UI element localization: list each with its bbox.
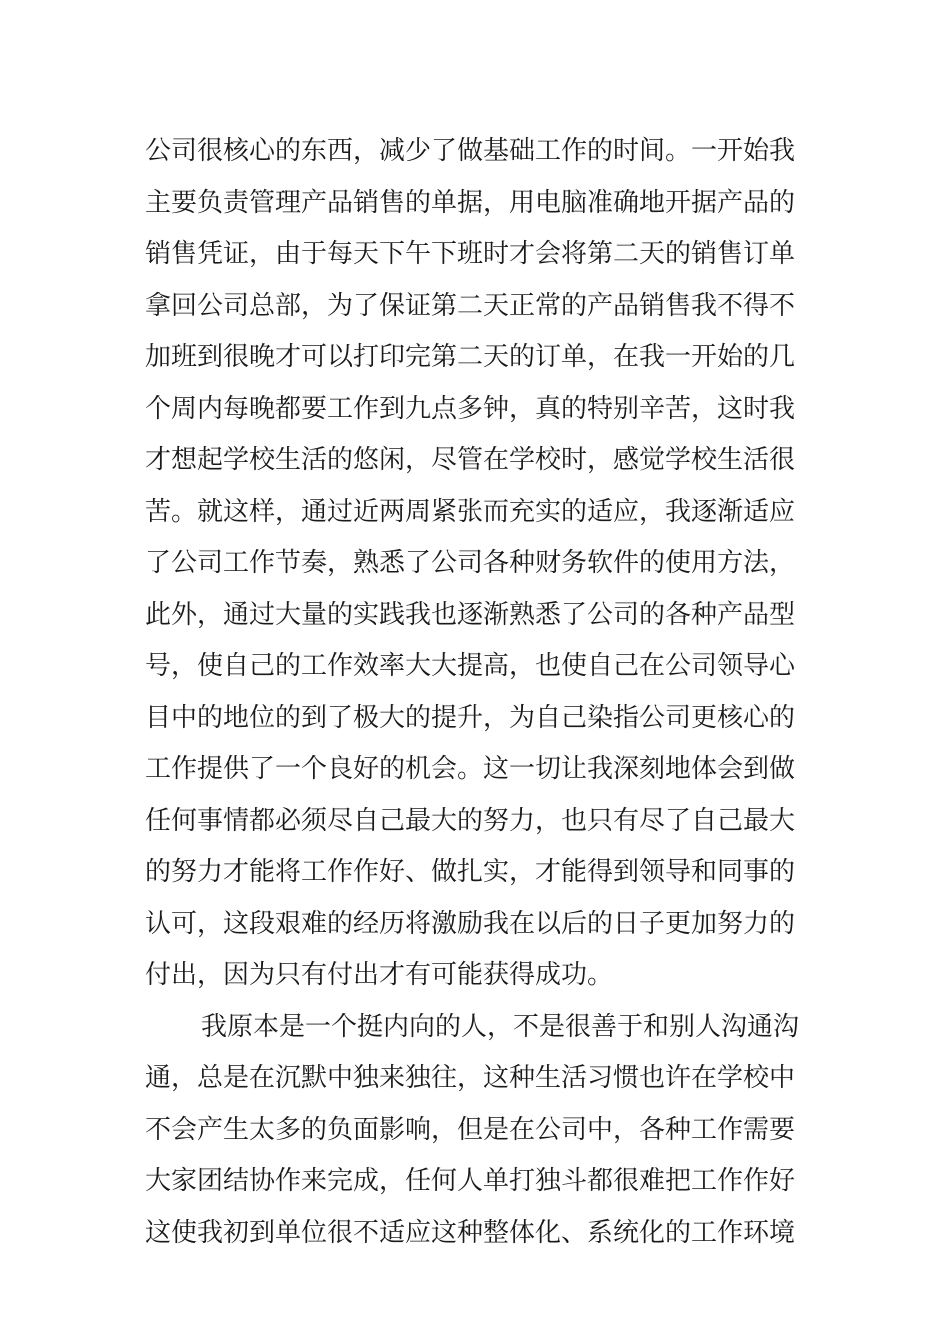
paragraph-1 [145, 126, 825, 1002]
text-line: 加班到很晚才可以打印完第二天的订单，在我一开始的几 [145, 342, 796, 372]
text-line: 了公司工作节奏，熟悉了公司各种财务软件的使用方法， [145, 548, 796, 578]
text-line: 我原本是一个挺内向的人，不是很善于和别人沟通沟 [201, 1011, 800, 1042]
text-line: 不会产生太多的负面影响，但是在公司中，各种工作需要 [145, 1114, 796, 1145]
text-line: 任何事情都必须尽自己最大的努力，也只有尽了自己最大 [145, 805, 796, 836]
text-line: 拿回公司总部，为了保证第二天正常的产品销售我不得不 [145, 290, 796, 321]
text-line: 主要负责管理产品销售的单据，用电脑准确地开据产品的 [145, 187, 796, 218]
text-line: 这使我初到单位很不适应这种整体化、系统化的工作环境 [145, 1217, 796, 1248]
text-line: 的努力才能将工作作好、做扎实，才能得到领导和同事的 [145, 857, 796, 887]
document-body [145, 126, 825, 1259]
text-line: 认可，这段艰难的经历将激励我在以后的日子更加努力的 [145, 908, 796, 939]
text-line: 苦。就这样，通过近两周紧张而充实的适应，我逐渐适应 [145, 496, 796, 527]
text-line: 才想起学校生活的悠闲，尽管在学校时，感觉学校生活很 [145, 445, 796, 475]
text-line: 销售凭证，由于每天下午下班时才会将第二天的销售订单 [145, 239, 796, 269]
text-line: 大家团结协作来完成，任何人单打独斗都很难把工作作好 [145, 1166, 796, 1196]
text-line: 个周内每晚都要工作到九点多钟，真的特别辛苦，这时我 [145, 393, 796, 424]
text-line: 公司很核心的东西，减少了做基础工作的时间。一开始我 [145, 136, 796, 166]
text-line: 号，使自己的工作效率大大提高，也使自己在公司领导心 [145, 651, 796, 681]
paragraph-2 [145, 1002, 825, 1260]
text-line: 目中的地位的到了极大的提升，为自己染指公司更核心的 [145, 702, 796, 733]
text-line: 付出，因为只有付出才有可能获得成功。 [145, 960, 614, 990]
text-line: 此外，通过大量的实践我也逐渐熟悉了公司的各种产品型 [145, 599, 796, 630]
text-line: 通，总是在沉默中独来独往，这种生活习惯也许在学校中 [145, 1063, 796, 1093]
text-line: 工作提供了一个良好的机会。这一切让我深刻地体会到做 [145, 754, 796, 784]
